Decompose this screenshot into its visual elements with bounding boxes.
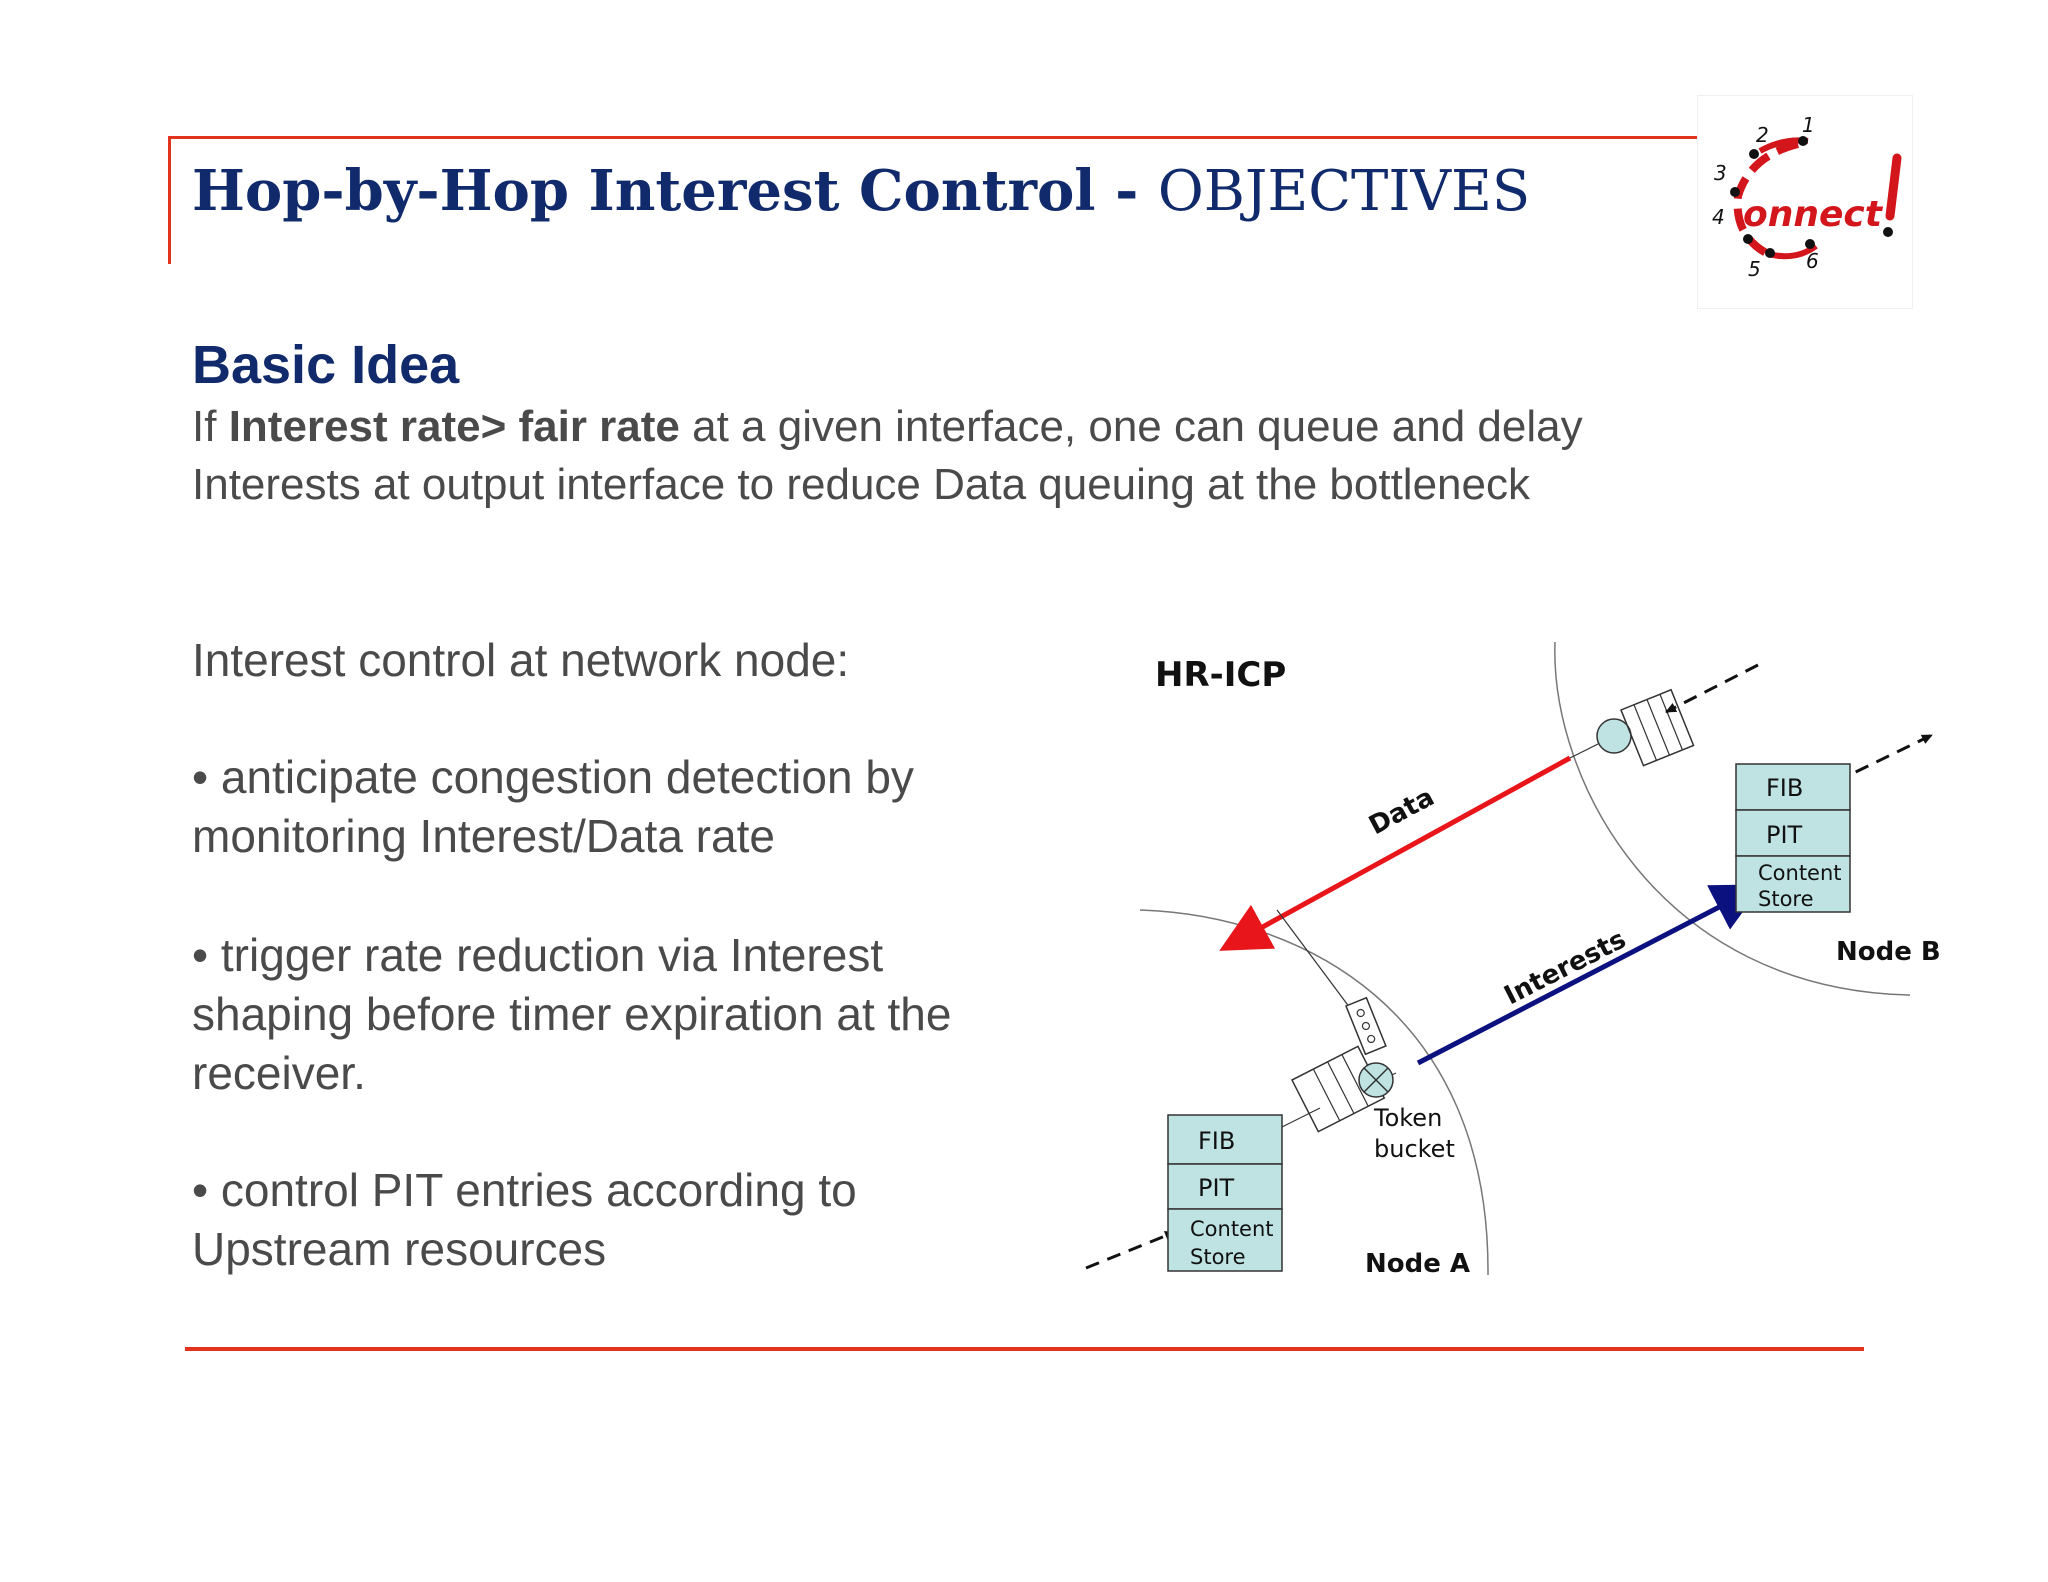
bullet-line: monitoring Interest/Data rate [192,810,775,862]
node-b-content-label: Content [1758,861,1842,885]
token-label-2: bucket [1374,1135,1455,1163]
title-frame-left-rule [168,136,171,264]
logo-exclamation-dot [1883,227,1893,237]
logo-dot [1730,187,1740,197]
basic-idea-line-2: Interests at output interface to reduce Data queuing at the bottleneck [192,460,1530,509]
basic-idea-emphasis: Interest rate> fair rate [228,402,680,451]
node-a-label: Node A [1365,1249,1471,1279]
data-arrow [1228,758,1570,946]
slide-title [192,158,1530,224]
node-b-store-label: Store [1758,887,1814,911]
section-heading-basic-idea: Basic Idea [192,335,460,395]
logo-wordmark: onnect [1743,194,1882,235]
incoming-data-dashed-arrow [1666,665,1758,712]
interests-arrow-label: Interests [1499,924,1631,1012]
node-b-label: Node B [1836,937,1941,967]
bullet-control-pit-entries [192,1161,857,1279]
slide-title-bold: Hop-by-Hop Interest Control - [192,158,1158,224]
logo-digit: 4 [1712,205,1725,229]
bullet-line: Upstream resources [192,1223,607,1275]
interests-arrow [1418,889,1754,1063]
basic-idea-line-1 [192,398,1583,456]
bullet-line: • control PIT entries according to [192,1164,857,1216]
interest-control-intro: Interest control at network node: [192,634,850,686]
basic-idea-prefix: If [192,402,229,451]
logo-digit: 1 [1802,113,1815,137]
logo-dot [1749,149,1759,159]
logo-digit: 5 [1748,257,1761,281]
logo-dot [1743,234,1753,244]
logo-digit: 3 [1714,161,1727,185]
node-a-pit-label: PIT [1198,1174,1235,1202]
logo-exclamation-bar [1890,158,1897,216]
bullet-line: • anticipate congestion detection by [192,751,914,803]
node-a-fib-label: FIB [1198,1127,1236,1155]
logo-dot [1805,239,1815,249]
node-a-store-label: Store [1190,1245,1246,1269]
token-label-1: Token [1374,1104,1443,1132]
node-b-pit-label: PIT [1766,821,1803,849]
rate-monitor-link [1277,910,1350,1008]
logo-dot [1765,248,1775,258]
bullet-anticipate-congestion [192,748,914,866]
bullet-line: • trigger rate reduction via Interest [192,929,884,981]
logo-dot [1798,136,1808,146]
slide-title-normal: OBJECTIVES [1157,159,1531,224]
connect-logo [1697,95,1913,309]
node-a-tables [1168,1115,1282,1271]
connect-logo-graphic [1698,96,1912,308]
token-generator [1346,998,1386,1054]
queue-outline [1621,690,1694,766]
token-generator-box [1346,998,1386,1054]
bullet-line: receiver. [192,1047,366,1099]
node-b-tables [1736,764,1850,912]
basic-idea-suffix: at a given interface, one can queue and delay [679,402,1583,451]
footer-rule [185,1347,1864,1351]
incoming-interest-dashed-arrow [1086,1232,1175,1268]
logo-digit: 2 [1756,123,1769,147]
node-a-content-label: Content [1190,1217,1274,1241]
title-frame-top-rule [168,136,1698,139]
data-arrow-label: Data [1364,782,1440,842]
node-b-fib-label: FIB [1766,774,1804,802]
node-b-data-queue [1621,690,1694,766]
bullet-line: shaping before timer expiration at the [192,988,952,1040]
hr-icp-label: HR-ICP [1155,655,1287,695]
bullet-trigger-rate-reduction [192,926,951,1103]
basic-idea-text [192,398,1583,514]
hr-icp-diagram [1070,630,1950,1300]
logo-digit: 6 [1806,249,1819,273]
server-link [1570,744,1598,758]
